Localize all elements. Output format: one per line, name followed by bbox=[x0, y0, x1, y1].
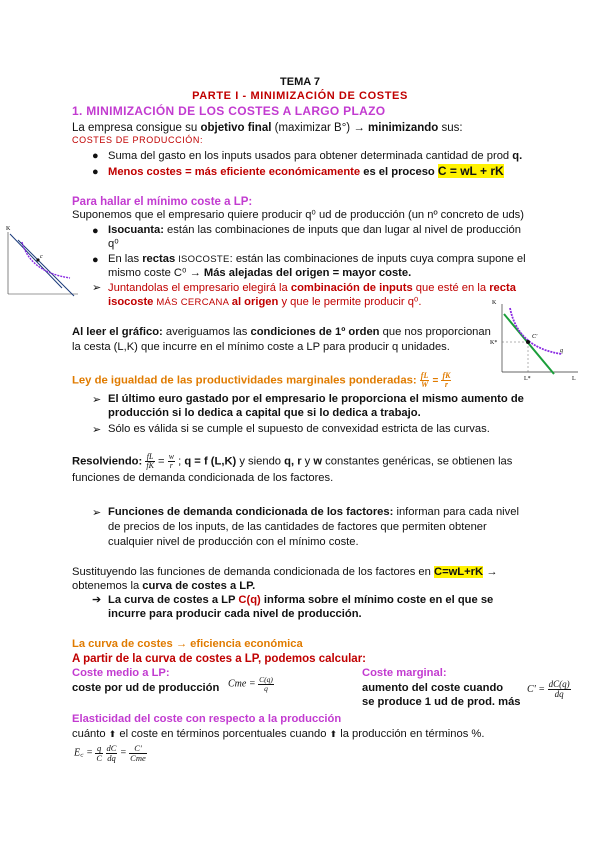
ec-f1-den: C bbox=[96, 752, 102, 763]
resolviendo-eq: = bbox=[158, 455, 165, 468]
leer-label: Al leer el gráfico: bbox=[72, 326, 163, 338]
resolviendo-bold-2: w bbox=[313, 455, 323, 468]
leer-bold: condiciones de 1º orden bbox=[250, 326, 380, 338]
juntandolas-text-2: que esté en la bbox=[412, 282, 490, 294]
ley-frac-1 bbox=[420, 372, 430, 389]
resolviendo-label: Resolviendo: bbox=[72, 455, 143, 468]
resolviendo-text: y siendo bbox=[236, 455, 285, 468]
cmg-lhs: C' = bbox=[527, 683, 546, 695]
ec-f3-num: C' bbox=[129, 744, 147, 754]
ley-frac1-den: W bbox=[421, 380, 429, 389]
coste-marginal-text1: aumento del coste cuando bbox=[362, 682, 504, 694]
leer-text: averiguamos las bbox=[162, 326, 251, 338]
curva-lp-cq: C(q) bbox=[238, 594, 261, 606]
resolviendo-frac-1 bbox=[145, 453, 155, 470]
up-arrow-icon: ⬆ bbox=[329, 729, 338, 739]
arrow-icon: ➢ bbox=[92, 394, 102, 406]
cme-frac bbox=[258, 676, 274, 692]
bullet-dot: ● bbox=[92, 150, 99, 162]
graph-right-q-label: q bbox=[560, 348, 563, 354]
isocuanta-q0: q⁰ bbox=[108, 238, 119, 250]
juntandolas-bold: combinación de inputs bbox=[290, 282, 413, 294]
sustituyendo-arrow: → bbox=[483, 566, 498, 578]
juntandolas-line2 bbox=[108, 295, 422, 311]
isoquant-curve bbox=[22, 242, 70, 278]
juntandolas-bold-2: recta bbox=[489, 282, 516, 294]
coste-marginal-formula bbox=[527, 680, 571, 699]
ec-f2-den: dq bbox=[107, 752, 116, 763]
funciones-line2: de precios de los inputs, de las cantidades de factores que permiten obtener bbox=[108, 521, 487, 533]
resolviendo-line1 bbox=[72, 453, 512, 470]
juntandolas-caps: MÁS CERCANA bbox=[153, 297, 232, 308]
arrow-icon: ➢ bbox=[92, 424, 102, 436]
cost-formula-highlight: C = wL + rK bbox=[437, 164, 504, 178]
ley-item1-line2: producción si lo dedica a capital que si lo dedica a trabajo. bbox=[108, 407, 421, 419]
bullet2-bold: es el proceso bbox=[360, 166, 438, 178]
funciones-text: informan para cada nivel bbox=[393, 506, 519, 518]
funciones-line3: cualquier nivel de producción con el mínimo coste. bbox=[108, 536, 359, 548]
ley-heading-text: Ley de igualdad de las productividades marginales ponderadas: bbox=[72, 374, 417, 387]
resolviendo-frac2-num: w bbox=[168, 452, 175, 461]
arrow-icon: ➢ bbox=[92, 507, 102, 519]
isocuanta-text: están las combinaciones de inputs que dan lugar al nivel de producción bbox=[163, 224, 521, 236]
elasticidad-text bbox=[72, 727, 485, 743]
isocost-line bbox=[504, 314, 554, 374]
juntandolas-bold-4: al origen bbox=[231, 296, 279, 308]
section1-heading: 1. MINIMIZACIÓN DE LOS COSTES A LARGO PLAZO bbox=[72, 104, 386, 118]
intro-bold-2: minimizando bbox=[368, 122, 439, 134]
isocoste-text: En las bbox=[108, 253, 143, 265]
ec-frac-3 bbox=[129, 744, 147, 762]
bullet1-bold: q. bbox=[512, 150, 523, 162]
intro-bold: objetivo final bbox=[200, 122, 272, 134]
juntandolas-text: Juntandolas el empresario elegirá la bbox=[108, 282, 291, 294]
leer-grafico-line1 bbox=[72, 325, 491, 341]
intro-text: La empresa consigue su bbox=[72, 122, 201, 134]
sustituyendo-text-2: obtenemos la bbox=[72, 580, 143, 592]
isocoste-bold-2: Más alejadas del origen = mayor coste. bbox=[203, 267, 412, 279]
curva-costes-heading: La curva de costes → eficiencia económica bbox=[72, 638, 303, 650]
graph-right-l-star: L* bbox=[524, 376, 531, 382]
sustituyendo-bold: curva de costes a LP. bbox=[142, 580, 256, 592]
resolviendo-sep: ; bbox=[175, 455, 185, 468]
optimum-point bbox=[526, 340, 530, 344]
ley-frac2-den: r bbox=[444, 380, 449, 389]
curva-lp-text: La curva de costes a LP bbox=[108, 594, 239, 606]
ley-heading bbox=[72, 372, 451, 389]
graph-right-l-label: L bbox=[572, 376, 576, 382]
bullet-dot: ● bbox=[92, 254, 99, 266]
funciones-line1 bbox=[108, 505, 519, 521]
bullet-dot: ● bbox=[92, 225, 99, 237]
cmg-frac bbox=[548, 680, 571, 699]
ley-frac2-num: fK bbox=[442, 371, 451, 380]
elast-text-2: el coste en términos porcentuales cuando bbox=[116, 728, 330, 740]
resolviendo-frac-2 bbox=[168, 453, 175, 470]
bullet2-red: Menos costes = más eficiente económicamente bbox=[108, 166, 361, 178]
ec-f2-num: dC bbox=[106, 743, 117, 753]
elasticidad-title: Elasticidad del coste con respecto a la producción bbox=[72, 713, 342, 725]
isocoste-caps: ISOCOSTE bbox=[175, 254, 230, 265]
section1-bullet2 bbox=[108, 163, 504, 181]
intro-text-3: sus: bbox=[438, 122, 463, 134]
cmg-num: dC(q) bbox=[548, 679, 570, 689]
cme-den: q bbox=[264, 683, 268, 693]
ley-frac1-num: fL bbox=[420, 371, 429, 380]
resolviendo-q-eq: q = f (L,K) bbox=[184, 455, 237, 468]
part-title: PARTE I - MINIMIZACIÓN DE COSTES bbox=[192, 90, 408, 102]
costes-label: COSTES DE PRODUCCIÓN: bbox=[72, 135, 204, 145]
cme-num: C(q) bbox=[259, 675, 273, 684]
elast-text: cuánto bbox=[72, 728, 109, 740]
ley-item1-line1: El último euro gastado por el empresario le proporciona el mismo aumento de bbox=[108, 393, 524, 405]
sustituyendo-highlight: C=wL+rK bbox=[433, 566, 484, 578]
elast-text-3: la producción en términos %. bbox=[337, 728, 485, 740]
resolviendo-bold: q, r bbox=[284, 455, 302, 468]
bullet1-text: Suma del gasto en los inputs usados para obtener determinada cantidad de prod bbox=[108, 150, 513, 162]
isocoste-text-2: : están las combinaciones de inputs cuya compra supone el bbox=[229, 253, 526, 265]
coste-medio-title: Coste medio a LP: bbox=[72, 667, 170, 679]
resolviendo-frac1-den: fK bbox=[146, 461, 154, 470]
coste-marginal-text2: se produce 1 ud de prod. más bbox=[362, 696, 521, 708]
ec-frac-1 bbox=[95, 744, 103, 762]
cmg-den: dq bbox=[554, 689, 564, 699]
coste-marginal-title: Coste marginal: bbox=[362, 667, 447, 679]
ec-f3-den: Cme bbox=[130, 752, 146, 763]
graph-right-k-label: K bbox=[492, 300, 497, 306]
isocost-line bbox=[18, 240, 74, 296]
curva-lp-line2: incurre para producir cada nivel de producción. bbox=[108, 608, 362, 620]
resolviendo-frac2-den: r bbox=[169, 461, 173, 470]
resolviendo-frac1-num: fL bbox=[146, 452, 154, 461]
isocoste-text-3: mismo coste C⁰ → bbox=[108, 267, 204, 279]
ley-eq: = bbox=[432, 375, 439, 387]
intro-text-2: (maximizar B°) → bbox=[271, 122, 369, 134]
leer-grafico-line2: la cesta (L,K) que incurre en el mínimo coste a LP para producir q unidades. bbox=[72, 341, 450, 353]
right-arrow-icon: ➔ bbox=[92, 594, 102, 606]
funciones-bold: Funciones de demanda condicionada de los factores: bbox=[108, 506, 394, 518]
cme-lhs: Cme = bbox=[228, 678, 256, 690]
sustituyendo-text: Sustituyendo las funciones de demanda condicionada de los factores en bbox=[72, 566, 434, 578]
curva-lp-text-2: informa sobre el mínimo coste en el que se bbox=[260, 594, 494, 606]
juntandolas-text-3: y que le permite producir q⁰. bbox=[278, 296, 422, 308]
graph-right-point-label: C' bbox=[532, 334, 538, 340]
isocost-graph bbox=[488, 298, 583, 388]
leer-text-2: que nos proporcionan bbox=[379, 326, 491, 338]
juntandolas-bold-3: isocoste bbox=[108, 296, 154, 308]
isocost-graph-small bbox=[0, 222, 80, 302]
bullet-dot: ● bbox=[92, 166, 99, 178]
ley-frac-2 bbox=[441, 372, 451, 389]
ley-item2: Sólo es válida si se cumple el supuesto de convexidad estricta de las curvas. bbox=[108, 423, 490, 435]
graph-left-point-label: c bbox=[40, 254, 43, 260]
ec-eq: = bbox=[119, 747, 127, 759]
resolviendo-text-3: constantes genéricas, se obtienen las bbox=[322, 455, 513, 468]
isocoste-item-line2 bbox=[108, 266, 411, 282]
coste-medio-text: coste por ud de producción bbox=[72, 682, 220, 694]
resolviendo-line2: funciones de demanda condicionada de los factores. bbox=[72, 472, 334, 484]
isocuanta-label: Isocuanta: bbox=[108, 224, 164, 236]
isocoste-bold: rectas bbox=[142, 253, 176, 265]
graph-right-k-star: K* bbox=[490, 340, 498, 346]
up-arrow-icon: ⬆ bbox=[108, 729, 117, 739]
min-cost-intro: Suponemos que el empresario quiere producir q⁰ ud de producción (un nº concreto de uds) bbox=[72, 209, 524, 221]
isocuanta-item bbox=[108, 223, 521, 239]
ec-f1-num: q bbox=[97, 743, 102, 753]
document-title: TEMA 7 bbox=[280, 76, 320, 88]
coste-medio-formula bbox=[228, 676, 274, 692]
elasticidad-formula bbox=[74, 744, 147, 762]
graph-left-k-label: K bbox=[6, 226, 11, 232]
arrow-icon: ➢ bbox=[92, 282, 102, 294]
ec-lhs: E꜀ = bbox=[74, 747, 93, 759]
isocost-line bbox=[10, 234, 62, 288]
min-cost-heading: Para hallar el mínimo coste a LP: bbox=[72, 196, 253, 208]
curva-costes-sub: A partir de la curva de costes a LP, podemos calcular: bbox=[72, 653, 367, 665]
ec-frac-2 bbox=[106, 744, 118, 762]
resolviendo-text-2: y bbox=[301, 455, 314, 468]
